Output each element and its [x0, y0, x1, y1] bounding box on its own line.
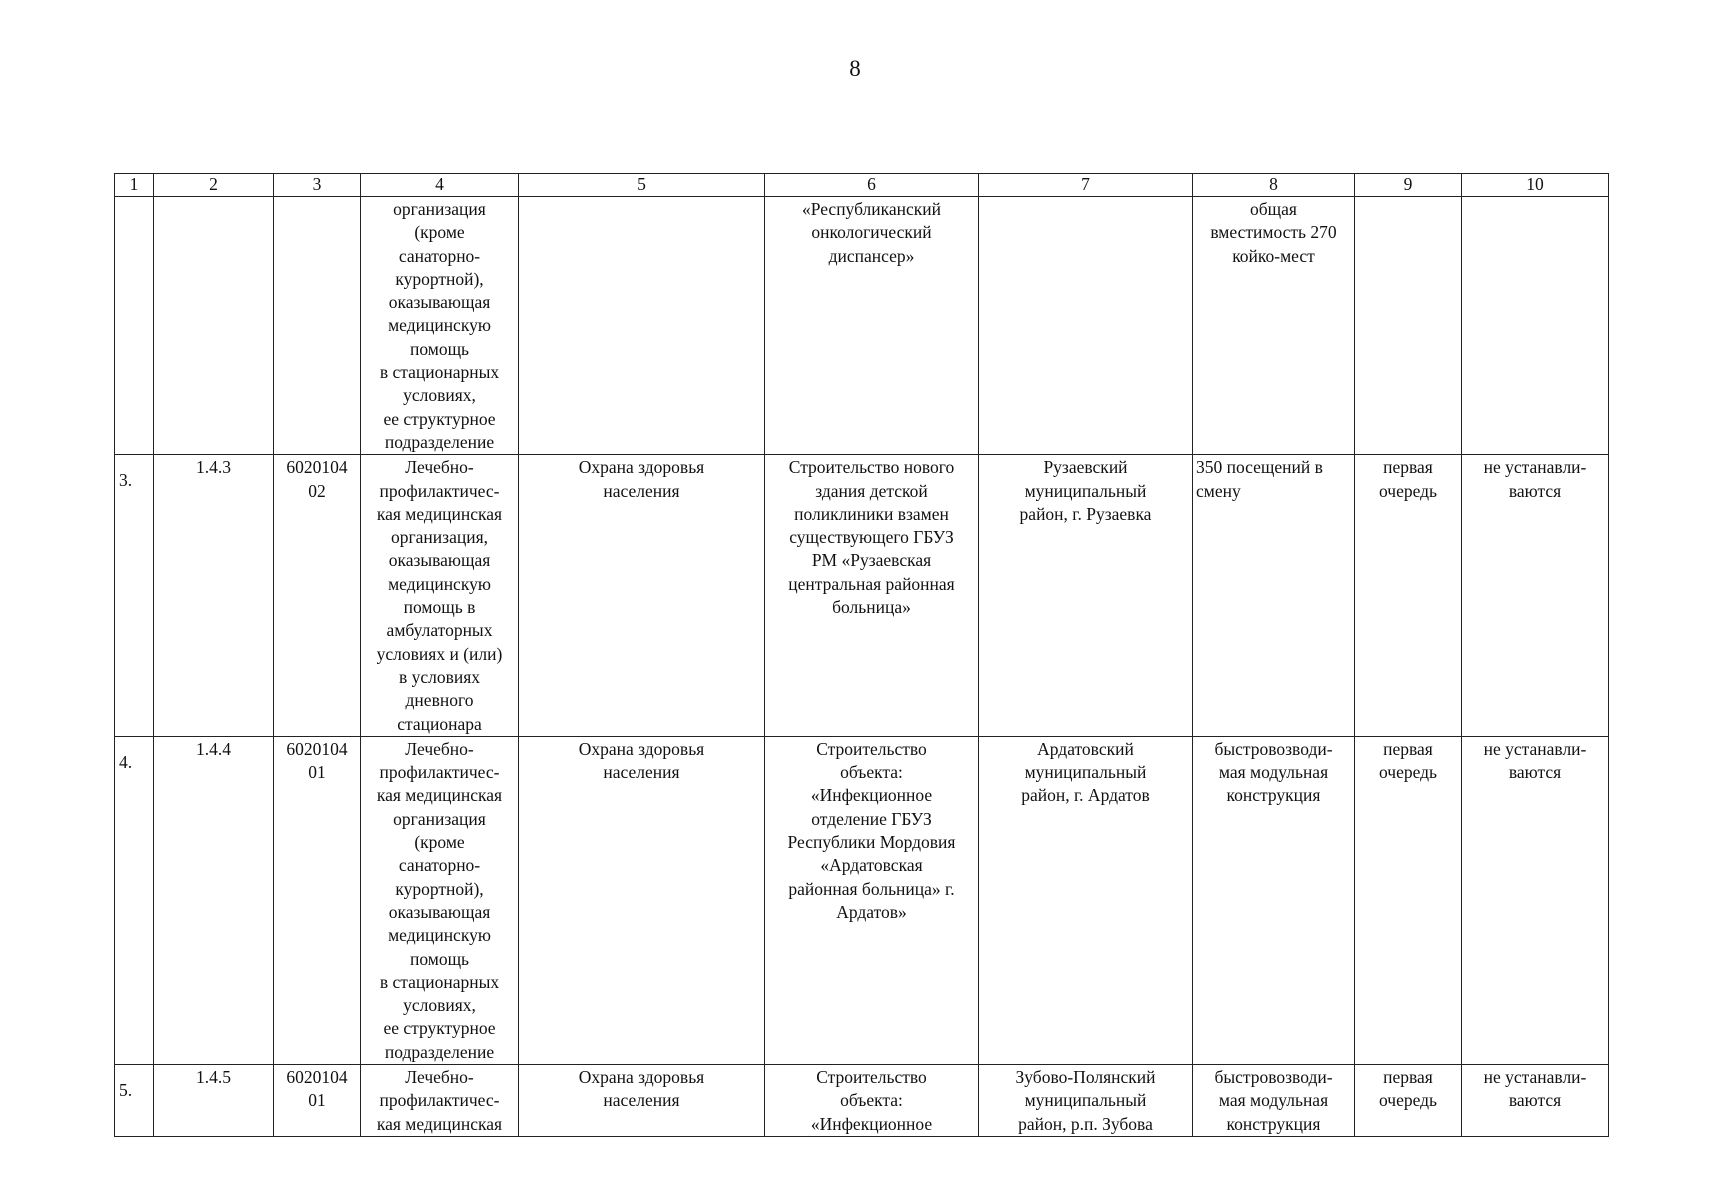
object-stage: первая очередь	[1355, 455, 1462, 737]
column-number: 4	[361, 174, 519, 197]
column-number: 6	[765, 174, 979, 197]
object-purpose: Охрана здоровья населения	[519, 1064, 765, 1136]
object-stage	[1355, 197, 1462, 455]
objects-table	[114, 173, 1609, 1137]
item-number: 1.4.5	[154, 1064, 274, 1136]
column-number-row	[115, 174, 1609, 197]
object-location: Рузаевский муниципальный район, г. Рузаевка	[979, 455, 1193, 737]
column-number: 9	[1355, 174, 1462, 197]
object-zones	[1462, 197, 1609, 455]
object-name: Строительство нового здания детской поликлиники взамен существующего ГБУЗ РМ «Рузаевская центральная районная больница»	[765, 455, 979, 737]
table-row	[115, 455, 1609, 737]
object-type: Лечебно- профилактичес- кая медицинская	[361, 1064, 519, 1136]
object-name: Строительство объекта: «Инфекционное	[765, 1064, 979, 1136]
column-number: 2	[154, 174, 274, 197]
row-number	[115, 197, 154, 455]
object-location: Зубово-Полянский муниципальный район, р.п. Зубова	[979, 1064, 1193, 1136]
item-number: 1.4.4	[154, 736, 274, 1064]
object-name: Строительство объекта: «Инфекционное отделение ГБУЗ Республики Мордовия «Ардатовская районная больница» г. Ардатов»	[765, 736, 979, 1064]
item-number	[154, 197, 274, 455]
column-number: 10	[1462, 174, 1609, 197]
object-code: 6020104 01	[274, 736, 361, 1064]
object-code	[274, 197, 361, 455]
object-zones: не устанавли- ваются	[1462, 1064, 1609, 1136]
object-code: 6020104 01	[274, 1064, 361, 1136]
object-characteristics: общая вместимость 270 койко-мест	[1193, 197, 1355, 455]
column-number: 3	[274, 174, 361, 197]
page-number: 8	[849, 56, 861, 81]
object-purpose: Охрана здоровья населения	[519, 455, 765, 737]
table-row	[115, 736, 1609, 1064]
object-type: организация (кроме санаторно- курортной), оказывающая медицинскую помощь в стационарных условиях, ее структурное подразделение	[361, 197, 519, 455]
object-type: Лечебно- профилактичес- кая медицинская организация, оказывающая медицинскую помощь в амбулаторных условиях и (или) в условиях дневного стационара	[361, 455, 519, 737]
row-number: 5.	[115, 1064, 154, 1136]
object-zones: не устанавли- ваются	[1462, 455, 1609, 737]
object-location	[979, 197, 1193, 455]
object-name: «Республиканский онкологический диспансер»	[765, 197, 979, 455]
item-number: 1.4.3	[154, 455, 274, 737]
object-purpose	[519, 197, 765, 455]
row-number: 3.	[115, 455, 154, 737]
object-characteristics: 350 посещений в смену	[1193, 455, 1355, 737]
object-purpose: Охрана здоровья населения	[519, 736, 765, 1064]
object-type: Лечебно- профилактичес- кая медицинская организация (кроме санаторно- курортной), оказывающая медицинскую помощь в стационарных условиях, ее структурное подразделение	[361, 736, 519, 1064]
object-location: Ардатовский муниципальный район, г. Ардатов	[979, 736, 1193, 1064]
object-characteristics: быстровозводи- мая модульная конструкция	[1193, 736, 1355, 1064]
column-number: 8	[1193, 174, 1355, 197]
object-zones: не устанавли- ваются	[1462, 736, 1609, 1064]
object-code: 6020104 02	[274, 455, 361, 737]
column-number: 1	[115, 174, 154, 197]
table-row	[115, 1064, 1609, 1136]
row-number: 4.	[115, 736, 154, 1064]
object-stage: первая очередь	[1355, 1064, 1462, 1136]
column-number: 7	[979, 174, 1193, 197]
object-characteristics: быстровозводи- мая модульная конструкция	[1193, 1064, 1355, 1136]
object-stage: первая очередь	[1355, 736, 1462, 1064]
column-number: 5	[519, 174, 765, 197]
table-row	[115, 197, 1609, 455]
